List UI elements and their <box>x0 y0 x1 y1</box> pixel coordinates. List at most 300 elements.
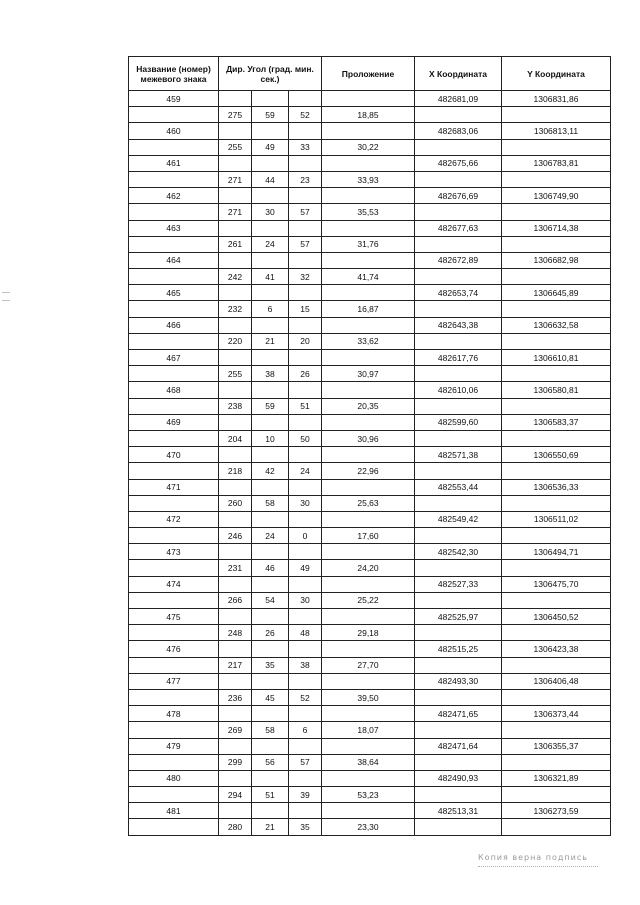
angle-seconds: 50 <box>289 430 322 446</box>
point-name: 481 <box>129 803 219 819</box>
x-coordinate: 482553,44 <box>415 479 502 495</box>
empty-cell <box>219 770 252 786</box>
angle-seconds: 23 <box>289 171 322 187</box>
x-coordinate: 482610,06 <box>415 382 502 398</box>
angle-seconds: 48 <box>289 625 322 641</box>
angle-minutes: 59 <box>252 398 289 414</box>
table-row <box>129 689 611 705</box>
empty-cell <box>219 317 252 333</box>
table-row <box>129 803 611 819</box>
empty-cell <box>502 528 611 544</box>
empty-cell <box>129 269 219 285</box>
angle-degrees: 218 <box>219 463 252 479</box>
empty-cell <box>289 738 322 754</box>
segment-length: 25,63 <box>322 495 415 511</box>
empty-cell <box>322 155 415 171</box>
empty-cell <box>415 366 502 382</box>
empty-cell <box>219 803 252 819</box>
y-coordinate: 1306321,89 <box>502 770 611 786</box>
empty-cell <box>415 107 502 123</box>
segment-length: 41,74 <box>322 269 415 285</box>
angle-minutes: 38 <box>252 366 289 382</box>
header-x-coordinate: X Координата <box>415 57 502 91</box>
angle-minutes: 51 <box>252 787 289 803</box>
angle-minutes: 58 <box>252 495 289 511</box>
empty-cell <box>415 657 502 673</box>
point-name: 471 <box>129 479 219 495</box>
empty-cell <box>252 609 289 625</box>
table-row <box>129 204 611 220</box>
table-row <box>129 350 611 366</box>
angle-degrees: 271 <box>219 204 252 220</box>
angle-seconds: 20 <box>289 333 322 349</box>
empty-cell <box>252 479 289 495</box>
header-y-coordinate: Y Координата <box>502 57 611 91</box>
empty-cell <box>502 463 611 479</box>
segment-length: 30,22 <box>322 139 415 155</box>
empty-cell <box>129 754 219 770</box>
empty-cell <box>289 609 322 625</box>
empty-cell <box>289 576 322 592</box>
point-name: 463 <box>129 220 219 236</box>
empty-cell <box>252 123 289 139</box>
table-header-row <box>129 57 611 91</box>
empty-cell <box>129 495 219 511</box>
empty-cell <box>415 301 502 317</box>
segment-length: 33,93 <box>322 171 415 187</box>
empty-cell <box>415 204 502 220</box>
angle-minutes: 45 <box>252 689 289 705</box>
table-row <box>129 673 611 689</box>
x-coordinate: 482515,25 <box>415 641 502 657</box>
x-coordinate: 482617,76 <box>415 350 502 366</box>
empty-cell <box>129 787 219 803</box>
angle-degrees: 248 <box>219 625 252 641</box>
stamp-underline <box>478 866 598 867</box>
empty-cell <box>289 155 322 171</box>
empty-cell <box>322 382 415 398</box>
empty-cell <box>322 188 415 204</box>
empty-cell <box>289 91 322 107</box>
table-row <box>129 576 611 592</box>
point-name: 469 <box>129 414 219 430</box>
empty-cell <box>289 123 322 139</box>
table-row <box>129 220 611 236</box>
segment-length: 23,30 <box>322 819 415 835</box>
angle-degrees: 269 <box>219 722 252 738</box>
empty-cell <box>289 252 322 268</box>
y-coordinate: 1306536,33 <box>502 479 611 495</box>
x-coordinate: 482672,89 <box>415 252 502 268</box>
empty-cell <box>502 754 611 770</box>
table-row <box>129 625 611 641</box>
empty-cell <box>289 770 322 786</box>
y-coordinate: 1306749,90 <box>502 188 611 204</box>
empty-cell <box>415 819 502 835</box>
angle-degrees: 255 <box>219 139 252 155</box>
empty-cell <box>415 754 502 770</box>
angle-minutes: 21 <box>252 333 289 349</box>
empty-cell <box>252 252 289 268</box>
empty-cell <box>322 803 415 819</box>
empty-cell <box>289 706 322 722</box>
angle-degrees: 220 <box>219 333 252 349</box>
segment-length: 25,22 <box>322 592 415 608</box>
empty-cell <box>415 528 502 544</box>
angle-minutes: 54 <box>252 592 289 608</box>
empty-cell <box>415 236 502 252</box>
empty-cell <box>289 317 322 333</box>
point-name: 472 <box>129 511 219 527</box>
table-row <box>129 285 611 301</box>
x-coordinate: 482549,42 <box>415 511 502 527</box>
empty-cell <box>219 738 252 754</box>
angle-minutes: 49 <box>252 139 289 155</box>
empty-cell <box>252 317 289 333</box>
angle-minutes: 58 <box>252 722 289 738</box>
empty-cell <box>322 285 415 301</box>
empty-cell <box>129 301 219 317</box>
empty-cell <box>415 139 502 155</box>
table-row <box>129 754 611 770</box>
empty-cell <box>219 706 252 722</box>
table-row <box>129 544 611 560</box>
x-coordinate: 482490,93 <box>415 770 502 786</box>
table-row <box>129 641 611 657</box>
point-name: 462 <box>129 188 219 204</box>
empty-cell <box>322 544 415 560</box>
point-name: 468 <box>129 382 219 398</box>
angle-degrees: 299 <box>219 754 252 770</box>
empty-cell <box>502 657 611 673</box>
table-body <box>129 91 611 836</box>
empty-cell <box>219 123 252 139</box>
empty-cell <box>322 479 415 495</box>
empty-cell <box>219 447 252 463</box>
segment-length: 29,18 <box>322 625 415 641</box>
x-coordinate: 482677,63 <box>415 220 502 236</box>
empty-cell <box>415 463 502 479</box>
empty-cell <box>289 220 322 236</box>
empty-cell <box>322 350 415 366</box>
x-coordinate: 482653,74 <box>415 285 502 301</box>
table-row <box>129 414 611 430</box>
empty-cell <box>252 673 289 689</box>
angle-seconds: 49 <box>289 560 322 576</box>
table-row <box>129 398 611 414</box>
x-coordinate: 482599,60 <box>415 414 502 430</box>
angle-seconds: 35 <box>289 819 322 835</box>
empty-cell <box>502 625 611 641</box>
empty-cell <box>129 689 219 705</box>
table-row <box>129 269 611 285</box>
segment-length: 33,62 <box>322 333 415 349</box>
angle-degrees: 231 <box>219 560 252 576</box>
empty-cell <box>129 722 219 738</box>
empty-cell <box>252 447 289 463</box>
x-coordinate: 482681,09 <box>415 91 502 107</box>
empty-cell <box>289 673 322 689</box>
y-coordinate: 1306423,38 <box>502 641 611 657</box>
angle-seconds: 57 <box>289 754 322 770</box>
x-coordinate: 482493,30 <box>415 673 502 689</box>
empty-cell <box>219 609 252 625</box>
y-coordinate: 1306714,38 <box>502 220 611 236</box>
angle-minutes: 56 <box>252 754 289 770</box>
angle-minutes: 26 <box>252 625 289 641</box>
empty-cell <box>322 123 415 139</box>
segment-length: 18,85 <box>322 107 415 123</box>
table-row <box>129 511 611 527</box>
angle-minutes: 35 <box>252 657 289 673</box>
y-coordinate: 1306813,11 <box>502 123 611 139</box>
empty-cell <box>289 803 322 819</box>
empty-cell <box>219 544 252 560</box>
empty-cell <box>219 220 252 236</box>
table-row <box>129 463 611 479</box>
empty-cell <box>322 317 415 333</box>
empty-cell <box>219 641 252 657</box>
empty-cell <box>322 673 415 689</box>
point-name: 466 <box>129 317 219 333</box>
empty-cell <box>219 188 252 204</box>
segment-length: 38,64 <box>322 754 415 770</box>
empty-cell <box>219 91 252 107</box>
point-name: 461 <box>129 155 219 171</box>
point-name: 478 <box>129 706 219 722</box>
empty-cell <box>252 220 289 236</box>
segment-length: 30,97 <box>322 366 415 382</box>
empty-cell <box>129 430 219 446</box>
empty-cell <box>129 236 219 252</box>
angle-minutes: 59 <box>252 107 289 123</box>
angle-seconds: 32 <box>289 269 322 285</box>
empty-cell <box>252 155 289 171</box>
empty-cell <box>252 414 289 430</box>
empty-cell <box>252 544 289 560</box>
angle-seconds: 30 <box>289 495 322 511</box>
table-row <box>129 366 611 382</box>
angle-seconds: 6 <box>289 722 322 738</box>
empty-cell <box>322 252 415 268</box>
y-coordinate: 1306475,70 <box>502 576 611 592</box>
point-name: 460 <box>129 123 219 139</box>
point-name: 467 <box>129 350 219 366</box>
segment-length: 17,60 <box>322 528 415 544</box>
angle-minutes: 30 <box>252 204 289 220</box>
segment-length: 16,87 <box>322 301 415 317</box>
empty-cell <box>322 91 415 107</box>
header-point-name: Название (номер) межевого знака <box>129 57 219 91</box>
table-row <box>129 171 611 187</box>
empty-cell <box>129 398 219 414</box>
empty-cell <box>415 333 502 349</box>
empty-cell <box>289 382 322 398</box>
empty-cell <box>502 592 611 608</box>
scan-edge-mark <box>2 300 10 301</box>
segment-length: 35,53 <box>322 204 415 220</box>
x-coordinate: 482683,06 <box>415 123 502 139</box>
table-row <box>129 333 611 349</box>
point-name: 474 <box>129 576 219 592</box>
table-row <box>129 236 611 252</box>
certification-stamp: Копия верна подпись <box>478 853 588 862</box>
table-row <box>129 479 611 495</box>
angle-minutes: 41 <box>252 269 289 285</box>
empty-cell <box>252 706 289 722</box>
boundary-coordinates-table <box>128 56 611 836</box>
y-coordinate: 1306511,02 <box>502 511 611 527</box>
table-row <box>129 787 611 803</box>
angle-seconds: 57 <box>289 236 322 252</box>
point-name: 476 <box>129 641 219 657</box>
scan-edge-mark <box>2 292 10 293</box>
empty-cell <box>289 479 322 495</box>
angle-degrees: 266 <box>219 592 252 608</box>
table-row <box>129 155 611 171</box>
empty-cell <box>415 625 502 641</box>
empty-cell <box>415 398 502 414</box>
empty-cell <box>415 560 502 576</box>
empty-cell <box>289 285 322 301</box>
empty-cell <box>502 204 611 220</box>
table-row <box>129 430 611 446</box>
segment-length: 39,50 <box>322 689 415 705</box>
empty-cell <box>502 366 611 382</box>
angle-seconds: 30 <box>289 592 322 608</box>
y-coordinate: 1306406,48 <box>502 673 611 689</box>
empty-cell <box>129 333 219 349</box>
angle-seconds: 26 <box>289 366 322 382</box>
table-row <box>129 91 611 107</box>
x-coordinate: 482527,33 <box>415 576 502 592</box>
table-row <box>129 819 611 835</box>
y-coordinate: 1306632,58 <box>502 317 611 333</box>
angle-seconds: 52 <box>289 107 322 123</box>
empty-cell <box>415 495 502 511</box>
empty-cell <box>129 528 219 544</box>
table-row <box>129 382 611 398</box>
angle-seconds: 39 <box>289 787 322 803</box>
empty-cell <box>415 689 502 705</box>
segment-length: 53,23 <box>322 787 415 803</box>
angle-minutes: 10 <box>252 430 289 446</box>
x-coordinate: 482643,38 <box>415 317 502 333</box>
angle-degrees: 236 <box>219 689 252 705</box>
point-name: 480 <box>129 770 219 786</box>
point-name: 475 <box>129 609 219 625</box>
empty-cell <box>502 269 611 285</box>
segment-length: 22,96 <box>322 463 415 479</box>
table-row <box>129 722 611 738</box>
angle-minutes: 21 <box>252 819 289 835</box>
point-name: 465 <box>129 285 219 301</box>
empty-cell <box>219 285 252 301</box>
angle-seconds: 24 <box>289 463 322 479</box>
empty-cell <box>502 107 611 123</box>
empty-cell <box>219 382 252 398</box>
empty-cell <box>322 511 415 527</box>
empty-cell <box>129 819 219 835</box>
point-name: 470 <box>129 447 219 463</box>
angle-seconds: 57 <box>289 204 322 220</box>
angle-degrees: 275 <box>219 107 252 123</box>
segment-length: 27,70 <box>322 657 415 673</box>
empty-cell <box>219 252 252 268</box>
empty-cell <box>252 641 289 657</box>
angle-degrees: 255 <box>219 366 252 382</box>
y-coordinate: 1306831,86 <box>502 91 611 107</box>
table-row <box>129 252 611 268</box>
x-coordinate: 482471,64 <box>415 738 502 754</box>
angle-degrees: 280 <box>219 819 252 835</box>
empty-cell <box>219 350 252 366</box>
y-coordinate: 1306783,81 <box>502 155 611 171</box>
segment-length: 24,20 <box>322 560 415 576</box>
table-row <box>129 447 611 463</box>
table-row <box>129 770 611 786</box>
y-coordinate: 1306494,71 <box>502 544 611 560</box>
y-coordinate: 1306273,59 <box>502 803 611 819</box>
table-row <box>129 107 611 123</box>
empty-cell <box>252 91 289 107</box>
empty-cell <box>322 447 415 463</box>
empty-cell <box>252 350 289 366</box>
empty-cell <box>219 479 252 495</box>
empty-cell <box>129 657 219 673</box>
empty-cell <box>289 544 322 560</box>
angle-degrees: 294 <box>219 787 252 803</box>
empty-cell <box>252 382 289 398</box>
angle-degrees: 238 <box>219 398 252 414</box>
x-coordinate: 482513,31 <box>415 803 502 819</box>
empty-cell <box>289 414 322 430</box>
empty-cell <box>322 414 415 430</box>
angle-minutes: 44 <box>252 171 289 187</box>
x-coordinate: 482571,38 <box>415 447 502 463</box>
table-row <box>129 317 611 333</box>
empty-cell <box>252 803 289 819</box>
empty-cell <box>129 139 219 155</box>
angle-seconds: 0 <box>289 528 322 544</box>
empty-cell <box>502 689 611 705</box>
x-coordinate: 482525,97 <box>415 609 502 625</box>
y-coordinate: 1306355,37 <box>502 738 611 754</box>
empty-cell <box>322 609 415 625</box>
table-row <box>129 560 611 576</box>
y-coordinate: 1306550,69 <box>502 447 611 463</box>
table-row <box>129 609 611 625</box>
empty-cell <box>322 641 415 657</box>
empty-cell <box>502 722 611 738</box>
y-coordinate: 1306580,81 <box>502 382 611 398</box>
empty-cell <box>415 787 502 803</box>
empty-cell <box>502 430 611 446</box>
empty-cell <box>502 398 611 414</box>
angle-degrees: 271 <box>219 171 252 187</box>
empty-cell <box>289 350 322 366</box>
x-coordinate: 482471,65 <box>415 706 502 722</box>
segment-length: 18,07 <box>322 722 415 738</box>
empty-cell <box>219 511 252 527</box>
empty-cell <box>129 560 219 576</box>
empty-cell <box>129 592 219 608</box>
table-row <box>129 592 611 608</box>
empty-cell <box>502 139 611 155</box>
y-coordinate: 1306645,89 <box>502 285 611 301</box>
empty-cell <box>502 560 611 576</box>
empty-cell <box>289 641 322 657</box>
